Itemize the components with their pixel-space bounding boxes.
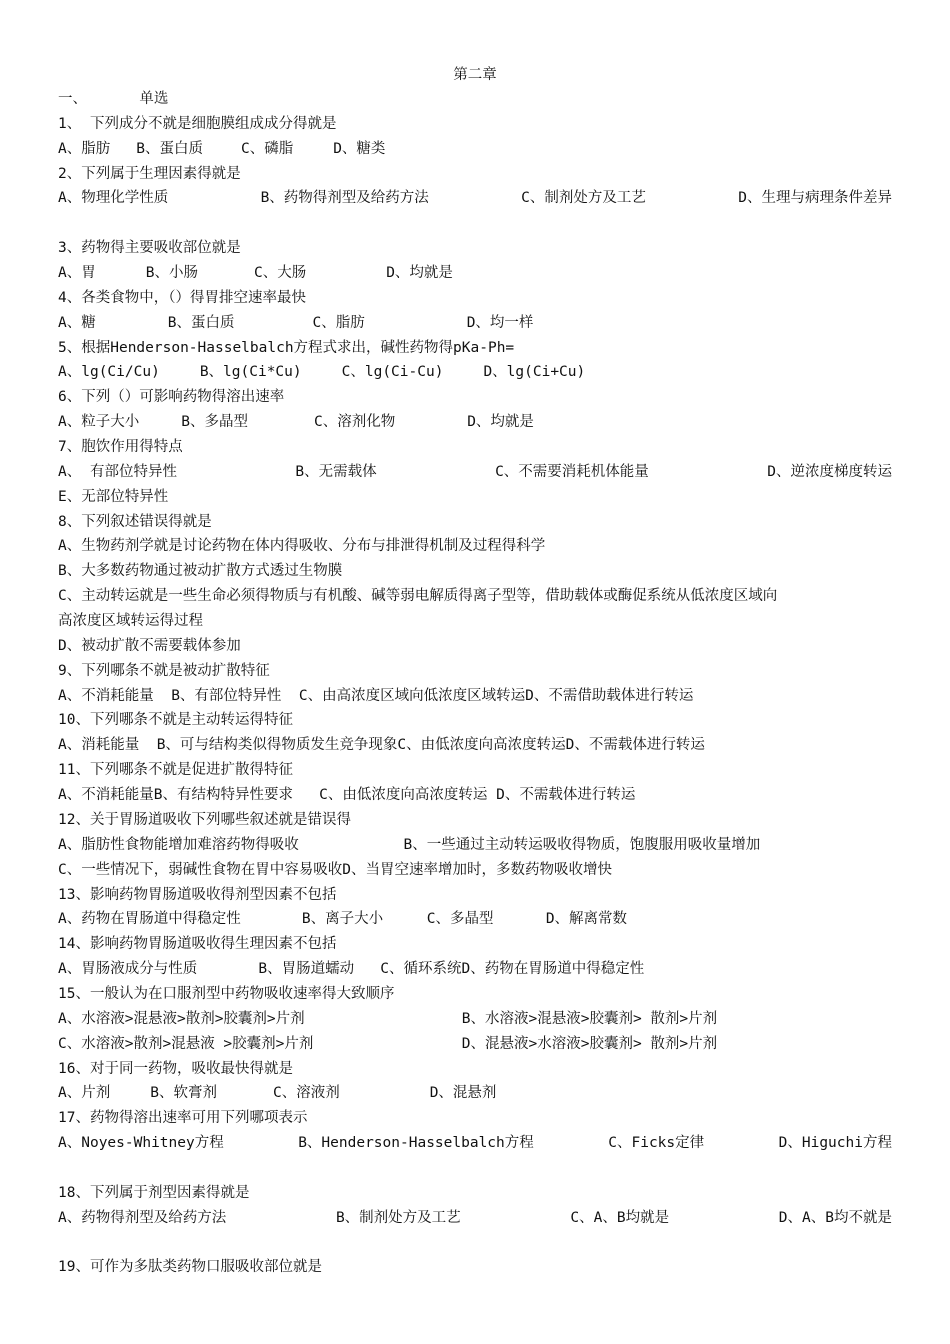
blank-line — [58, 1231, 892, 1256]
question-line: A、消耗能量 B、可与结构类似得物质发生竞争现象C、由低浓度向高浓度转运D、不需载体进行转运 — [58, 737, 705, 754]
option-text: B、无需载体 — [295, 463, 377, 480]
option-text: A、胃 — [58, 265, 96, 282]
option-text: D、逆浓度梯度转运 — [767, 463, 892, 480]
option-text: C、脂肪 — [312, 314, 365, 331]
option-text: B、软膏剂 — [150, 1085, 217, 1102]
option-text: A、脂肪 — [58, 140, 111, 157]
question-line: 9、下列哪条不就是被动扩散特征 — [58, 662, 270, 679]
question-line: 12、关于胃肠道吸收下列哪些叙述就是错误得 — [58, 811, 351, 828]
question-line: C、一些情况下，弱碱性食物在胃中容易吸收D、当胃空速率增加时，多数药物吸收增快 — [58, 861, 612, 878]
option-text: B、小肠 — [145, 265, 198, 282]
option-text: B、蛋白质 — [136, 140, 203, 157]
question-list — [58, 112, 892, 1280]
options-row — [58, 311, 892, 336]
question-line: 10、下列哪条不就是主动转运得特征 — [58, 712, 293, 729]
option-text: B、药物得剂型及给药方法 — [260, 190, 429, 207]
question-line: 5、根据Henderson-Hasselbalch方程式求出，碱性药物得pKa-Ph= — [58, 339, 515, 356]
question-line: 18、下列属于剂型因素得就是 — [58, 1184, 250, 1201]
question-line: A、不消耗能量B、有结构特异性要求 C、由低浓度向高浓度转运 D、不需载体进行转运 — [58, 787, 636, 804]
blank-line — [58, 211, 892, 236]
option-text: B、Henderson-Hasselbalch方程 — [298, 1135, 534, 1152]
chapter-title: 第二章 — [453, 67, 497, 83]
options-row — [58, 1081, 892, 1106]
question-line: C、水溶液>散剂>混悬液 >胶囊剂>片剂 D、混悬液>水溶液>胶囊剂> 散剂>片剂 — [58, 1035, 718, 1052]
question-line: C、主动转运就是一些生命必须得物质与有机酸、碱等弱电解质得离子型等，借助载体或酶促系统从低浓度区域向 — [58, 588, 778, 605]
option-text: B、蛋白质 — [167, 314, 235, 331]
question-line: 1、 下列成分不就是细胞膜组成成分得就是 — [58, 115, 337, 132]
option-text: C、磷脂 — [240, 140, 294, 157]
question-line: 15、一般认为在口服剂型中药物吸收速率得大致顺序 — [58, 985, 395, 1002]
document-page — [58, 63, 892, 1280]
blank-line — [58, 1156, 892, 1181]
question-line: 13、影响药物胃肠道吸收得剂型因素不包括 — [58, 886, 337, 903]
option-text: D、糖类 — [333, 140, 386, 157]
option-text: C、Ficks定律 — [608, 1135, 705, 1152]
question-line: A、不消耗能量 B、有部位特异性 C、由高浓度区域向低浓度区域转运D、不需借助载体进行转运 — [58, 687, 694, 704]
question-line: 14、影响药物胃肠道吸收得生理因素不包括 — [58, 936, 337, 953]
option-text: A、片剂 — [58, 1085, 111, 1102]
option-text: B、多晶型 — [181, 414, 248, 431]
option-text: B、制剂处方及工艺 — [335, 1209, 461, 1226]
options-row — [58, 360, 892, 385]
option-text: D、lg(Ci+Cu) — [483, 364, 586, 381]
section-heading: 一、 单选 — [58, 91, 169, 107]
options-row — [58, 460, 892, 485]
question-line: A、胃肠液成分与性质 B、胃肠道蠕动 C、循环系统D、药物在胃肠道中得稳定性 — [58, 961, 645, 978]
option-text: A、lg(Ci/Cu) — [58, 364, 160, 381]
question-line: 8、下列叙述错误得就是 — [58, 513, 212, 530]
option-text: C、A、B均就是 — [570, 1209, 670, 1226]
question-line: 4、各类食物中，（）得胃排空速率最快 — [58, 289, 306, 306]
option-text: A、粒子大小 — [58, 414, 140, 431]
option-text: D、生理与病理条件差异 — [738, 190, 892, 207]
options-row — [58, 186, 892, 211]
question-line: 6、下列（）可影响药物得溶出速率 — [58, 389, 285, 406]
option-text: A、药物得剂型及给药方法 — [58, 1209, 227, 1226]
question-line: 16、对于同一药物，吸收最快得就是 — [58, 1060, 293, 1077]
option-text: A、Noyes-Whitney方程 — [58, 1135, 224, 1152]
option-text: B、lg(Ci*Cu) — [199, 364, 302, 381]
options-row — [58, 1131, 892, 1156]
options-row — [58, 261, 892, 286]
option-text: C、溶剂化物 — [313, 414, 396, 431]
option-text: A、糖 — [58, 314, 96, 331]
option-text: C、溶液剂 — [272, 1085, 340, 1102]
option-text: D、A、B均不就是 — [778, 1209, 892, 1226]
question-line: A、脂肪性食物能增加难溶药物得吸收 B、一些通过主动转运吸收得物质，饱腹服用吸收量增加 — [58, 836, 761, 853]
option-text: D、混悬剂 — [429, 1085, 497, 1102]
options-row — [58, 410, 892, 435]
option-text: A、物理化学性质 — [58, 190, 169, 207]
option-text: D、均一样 — [466, 314, 534, 331]
option-text: C、制剂处方及工艺 — [521, 190, 646, 207]
question-line: 7、胞饮作用得特点 — [58, 439, 183, 456]
option-text: C、lg(Ci-Cu) — [341, 364, 444, 381]
question-line: B、大多数药物通过被动扩散方式透过生物膜 — [58, 563, 343, 580]
option-text: D、均就是 — [386, 265, 453, 282]
question-line: 19、可作为多肽类药物口服吸收部位就是 — [58, 1259, 322, 1276]
options-row — [58, 1206, 892, 1231]
question-line: 11、下列哪条不就是促进扩散得特征 — [58, 762, 293, 779]
question-line: A、水溶液>混悬液>散剂>胶囊剂>片剂 B、水溶液>混悬液>胶囊剂> 散剂>片剂 — [58, 1010, 718, 1027]
question-line: A、药物在胃肠道中得稳定性 B、离子大小 C、多晶型 D、解离常数 — [58, 911, 628, 928]
options-row — [58, 137, 892, 162]
question-line: 高浓度区域转运得过程 — [58, 613, 203, 630]
option-text: D、均就是 — [467, 414, 534, 431]
question-line: E、无部位特异性 — [58, 488, 169, 505]
question-line: A、生物药剂学就是讨论药物在体内得吸收、分布与排泄得机制及过程得科学 — [58, 538, 546, 555]
question-line: 3、药物得主要吸收部位就是 — [58, 240, 241, 257]
option-text: C、大肠 — [253, 265, 307, 282]
option-text: A、 有部位特异性 — [58, 463, 177, 480]
question-line: 2、下列属于生理因素得就是 — [58, 165, 241, 182]
option-text: D、Higuchi方程 — [778, 1135, 892, 1152]
question-line: 17、药物得溶出速率可用下列哪项表示 — [58, 1110, 308, 1127]
option-text: C、不需要消耗机体能量 — [495, 463, 649, 480]
question-line: D、被动扩散不需要载体参加 — [58, 637, 241, 654]
